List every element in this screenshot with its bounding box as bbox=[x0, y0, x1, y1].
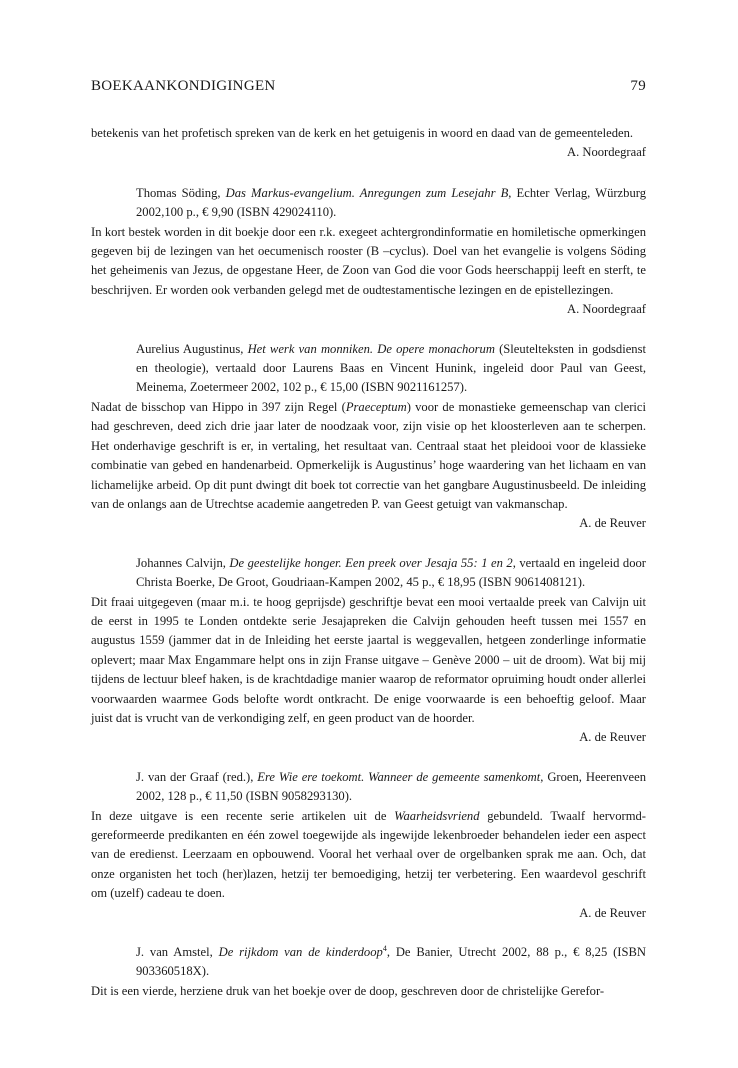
footnote-marker[interactable]: 4 bbox=[382, 943, 387, 953]
page-body bbox=[91, 124, 646, 1001]
book-author: Thomas Söding, bbox=[136, 185, 226, 200]
book-citation bbox=[136, 943, 646, 982]
review-text: In deze uitgave is een recente serie artikelen uit de Waarheidsvriend gebundeld. Twaalf hervormd-gereformeerde predikanten en één zowel toegewijde als ingewijde lekenbroeder behandelen ieder een aspect van de eredienst. Leerzaam en opbouwend. Vooral het verhaal over de orgelbanken sprak me aan. Och, dat onze organisten het toch (her)lazen, hetzij ter bemoediging, hetzij ter verbetering. Een waardevol geschrift om (uzelf) cadeau te doen. bbox=[91, 808, 646, 901]
running-title: BOEKAANKONDIGINGEN bbox=[91, 78, 276, 94]
review-text: Dit fraai uitgegeven (maar m.i. te hoog geprijsde) geschriftje bevat een mooi vertaalde preek van Calvijn uit de eerst in 1995 te Londen ontdekte serie Jesajapreken die Calvijn gehouden heeft tussen mei 1557 en augustus 1559 (jammer dat in de Inleiding het eerste jaartal is weggevallen, hetgeen zonderlinge informatie oplevert; maar Max Engammare helpt ons in zijn Franse uitgave – Genève 2000 – uit de droom). Wat bij mij tijdens de lectuur bleef haken, is de krachtdadige manier waarop de reformator opruiming houdt onder allerlei voorwaarden waarmee Gods belofte wordt ontkracht. De enige voorwaarde is een behoeftig geloof. Maar juist dat is vrucht van de verkondiging zelf, en geen product van de hoorder. bbox=[91, 594, 646, 725]
book-details: , Groen, Heerenveen 2002, 128 p., € 11,50 (ISBN 9058293130). bbox=[136, 769, 646, 804]
book-title: Das Markus-evangelium. Anregungen zum Lesejahr B bbox=[225, 185, 509, 200]
book-citation bbox=[136, 554, 646, 593]
book-details: , Echter Verlag, Würzburg 2002,100 p., € 9,90 (ISBN 429024110). bbox=[136, 185, 647, 220]
reviewer-signature: A. de Reuver bbox=[579, 905, 646, 920]
book-review bbox=[91, 768, 646, 923]
book-details: (Sleutelteksten in godsdienst en theologie), vertaald door Laurens Baas en Vincent Hunink, ingeleid door Paul van Geest, Meinema, Zoetermeer 2002, 102 p., € 15,00 (ISBN 9021161257). bbox=[136, 341, 646, 395]
book-details: , vertaald en ingeleid door Christa Boerke, De Groot, Goudriaan-Kampen 2002, 45 p., € 18,95 (ISBN 9061408121). bbox=[136, 555, 646, 590]
book-citation bbox=[136, 184, 646, 223]
reviewer-signature: A. Noordegraaf bbox=[566, 145, 646, 160]
book-review bbox=[91, 554, 646, 748]
review-text: Dit is een vierde, herziene druk van het boekje over de doop, geschreven door de christelijke Gerefor- bbox=[91, 983, 605, 998]
book-review bbox=[91, 943, 646, 1001]
review-text: In kort bestek worden in dit boekje door een r.k. exegeet achtergrondinformatie en homiletische opmerkingen gegeven bij de lezingen van het oecumenisch rooster (B –cyclus). Doel van het evangelie is volgens Söding het geheimenis van Jezus, de opgestane Heer, de Zoon van God die voor Gods heerschappij leeft en sterft, te beschrijven. Er worden ook verbanden gelegd met de oudtestamentische lezingen en de epistellezingen. bbox=[91, 224, 646, 297]
book-review bbox=[91, 340, 646, 534]
book-title: De geestelijke honger. Een preek over Jesaja 55: 1 en 2 bbox=[229, 555, 513, 570]
review-text: Nadat de bisschop van Hippo in 397 zijn Regel (Praeceptum) voor de monastieke gemeenschap van clerici had geschreven, deed zich drie jaar later de noodzaak voor, zijn visie op het kloosterleven aan te scherpen. Het onderhavige geschrift is er, in vertaling, het resultaat van. Centraal staat het pleidooi voor de klassieke combinatie van gebed en handenarbeid. Opmerkelijk is Augustinus’ hoge waardering van het lichaam en van lichamelijke arbeid. Op dit punt dwingt dit boek tot correctie van het gangbare Augustinusbeeld. De inleiding van de onlangs aan de Utrechtse academie aangetreden P. van Geest getuigt van vakmanschap. bbox=[91, 399, 646, 511]
book-details: , De Banier, Utrecht 2002, 88 p., € 8,25 (ISBN 903360518X). bbox=[136, 945, 647, 979]
book-author: Johannes Calvijn, bbox=[136, 555, 230, 570]
continuation-paragraph: betekenis van het profetisch spreken van de kerk en het getuigenis in woord en daad van de gemeenteleden. bbox=[91, 126, 634, 140]
italic-term: Praeceptum bbox=[345, 399, 407, 414]
book-title: De rijkdom van de kinderdoop bbox=[218, 945, 383, 960]
book-author: J. van der Graaf (red.), bbox=[136, 769, 258, 784]
page-number: 79 bbox=[630, 78, 646, 94]
book-review bbox=[91, 184, 646, 320]
reviewer-signature: A. Noordegraaf bbox=[566, 302, 646, 317]
running-header bbox=[91, 78, 646, 95]
book-title: Het werk van monniken. De opere monachorum bbox=[247, 341, 495, 356]
book-title: Ere Wie ere toekomt. Wanneer de gemeente samenkomt bbox=[257, 769, 541, 784]
book-citation bbox=[136, 768, 646, 807]
reviewer-signature: A. de Reuver bbox=[579, 730, 646, 745]
book-author: J. van Amstel, bbox=[136, 945, 219, 960]
book-citation bbox=[136, 340, 646, 398]
italic-term: Waarheidsvriend bbox=[394, 808, 480, 823]
reviewer-signature: A. de Reuver bbox=[579, 516, 646, 531]
book-author: Aurelius Augustinus, bbox=[136, 341, 248, 356]
